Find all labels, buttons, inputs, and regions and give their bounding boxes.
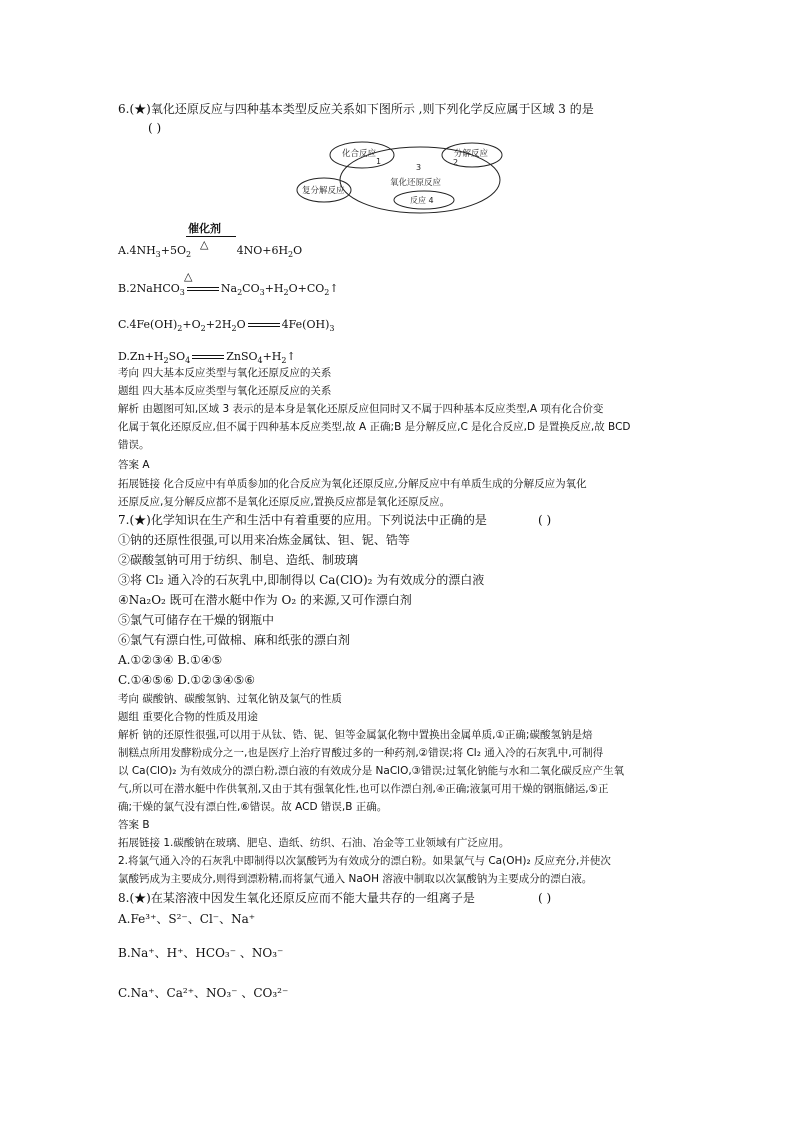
q7-answer-paren: ( )	[538, 513, 552, 527]
decomposition-label: 分解反应	[454, 149, 489, 159]
q6-jiexi-3: 错误。	[118, 439, 150, 451]
q7-jiexi-3: 以 Ca(ClO)₂ 为有效成分的漂白粉,漂白液的有效成分是 NaClO,③错误;过氧化钠能与水和二氧化碳反应产生氧	[118, 765, 625, 777]
q7-item-3: ③将 Cl₂ 通入冷的石灰乳中,即制得以 Ca(ClO)₂ 为有效成分的漂白液	[118, 573, 485, 587]
q6-answer-paren: ( )	[148, 121, 162, 135]
q7-tuozhan-1: 拓展链接 1.碳酸钠在玻璃、肥皂、造纸、纺织、石油、冶金等工业领域有广泛应用。	[118, 837, 510, 849]
region-2-label: 2	[453, 158, 459, 167]
q8-answer-paren: ( )	[538, 891, 552, 905]
q6-tizu: 题组 四大基本反应类型与氧化还原反应的关系	[118, 385, 332, 397]
q6-jiexi-2: 化属于氧化还原反应,但不属于四种基本反应类型,故 A 正确;B 是分解反应,C 是化合反应,D 是置换反应,故 BCD	[118, 421, 631, 433]
q6-optB-heat: △	[184, 270, 193, 283]
q6-option-d: $D.Zn+H_2SO_4$ $ZnSO_4+H_2↑$	[118, 350, 296, 366]
q6-option-a: $A.4NH_3+5O_2$ $4NO+6H_2O$	[118, 244, 303, 260]
combination-label: 化合反应	[342, 149, 377, 159]
q8-option-c: C.Na⁺、Ca²⁺、NO₃⁻ 、CO₃²⁻	[118, 986, 289, 1000]
q6-answer: 答案 A	[118, 459, 150, 471]
redox-label: 氧化还原反应	[390, 178, 442, 188]
redox-relationship-diagram	[296, 138, 508, 216]
q7-kaoxiang: 考向 碳酸钠、碳酸氢钠、过氧化钠及氯气的性质	[118, 693, 342, 705]
q7-item-1: ①钠的还原性很强,可以用来冶炼金属钛、钽、铌、锆等	[118, 533, 410, 547]
q6-catalyst-label: 催化剂	[188, 222, 221, 235]
double-decomposition-label: 复分解反应	[302, 186, 345, 196]
q7-jiexi-5: 确;干燥的氯气没有漂白性,⑥错误。故 ACD 错误,B 正确。	[118, 801, 388, 813]
q6-kaoxiang: 考向 四大基本反应类型与氧化还原反应的关系	[118, 367, 332, 379]
q8-stem: 8.(★)在某溶液中因发生氧化还原反应而不能大量共存的一组离子是	[118, 891, 475, 905]
q7-item-2: ②碳酸氢钠可用于纺织、制皂、造纸、制玻璃	[118, 553, 359, 567]
q6-option-b: B.2NaHCO$_3$ $Na_2CO_3+H_2O+CO_2↑$	[118, 282, 339, 298]
q6-tuozhan-2: 还原反应,复分解反应都不是氧化还原反应,置换反应都是氧化还原反应。	[118, 496, 451, 508]
q7-tuozhan-3: 氯酸钙成为主要成分,则得到漂粉精,而将氯气通入 NaOH 溶液中制取以次氯酸钠为主要成分的漂白液。	[118, 873, 593, 885]
q6-optA-heat: △	[200, 238, 209, 251]
region-1-label: 1	[376, 157, 382, 166]
reaction4-label: 反应 4	[410, 196, 434, 205]
q7-stem: 7.(★)化学知识在生产和生活中有着重要的应用。下列说法中正确的是	[118, 513, 487, 527]
q7-jiexi-4: 气,所以可在潜水艇中作供氧剂,又由于其有强氧化性,也可以作漂白剂,④正确;液氯可用干燥的钢瓶储运,⑤正	[118, 783, 609, 795]
q6-jiexi-1: 解析 由题图可知,区域 3 表示的是本身是氧化还原反应但同时又不属于四种基本反应类型,A 项有化合价变	[118, 403, 604, 415]
q6-option-c: $C.4Fe(OH)_2+O_2+2H_2O$ $4Fe(OH)_3$	[118, 318, 335, 334]
q7-item-5: ⑤氯气可储存在干燥的钢瓶中	[118, 613, 275, 627]
q7-answer: 答案 B	[118, 819, 150, 831]
q7-item-4: ④Na₂O₂ 既可在潜水艇中作为 O₂ 的来源,又可作漂白剂	[118, 593, 412, 607]
q7-jiexi-1: 解析 钠的还原性很强,可以用于从钛、锆、铌、钽等金属氯化物中置换出金属单质,①正确;碳酸氢钠是焙	[118, 729, 593, 741]
q7-options-ab: A.①②③④ B.①④⑤	[118, 653, 223, 667]
q7-tizu: 题组 重要化合物的性质及用途	[118, 711, 258, 723]
region-3-label: 3	[416, 163, 422, 172]
q8-option-b: B.Na⁺、H⁺、HCO₃⁻ 、NO₃⁻	[118, 946, 284, 960]
q7-tuozhan-2: 2.将氯气通入冷的石灰乳中即制得以次氯酸钙为有效成分的漂白粉。如果氯气与 Ca(OH)₂ 反应充分,并使次	[118, 855, 611, 867]
q7-options-cd: C.①④⑤⑥ D.①②③④⑤⑥	[118, 673, 255, 687]
q7-jiexi-2: 制糕点所用发酵粉成分之一,也是医疗上治疗胃酸过多的一种药剂,②错误;将 Cl₂ 通入冷的石灰乳中,可制得	[118, 747, 604, 759]
q7-item-6: ⑥氯气有漂白性,可做棉、麻和纸张的漂白剂	[118, 633, 350, 647]
q8-option-a: A.Fe³⁺、S²⁻、Cl⁻、Na⁺	[118, 912, 256, 926]
q6-tuozhan-1: 拓展链接 化合反应中有单质参加的化合反应为氧化还原反应,分解反应中有单质生成的分解反应为氧化	[118, 478, 587, 490]
q6-stem: 6.(★)氧化还原反应与四种基本类型反应关系如下图所示 ,则下列化学反应属于区域 3 的是	[118, 102, 594, 116]
q6-optA-arrow-line	[186, 236, 236, 237]
